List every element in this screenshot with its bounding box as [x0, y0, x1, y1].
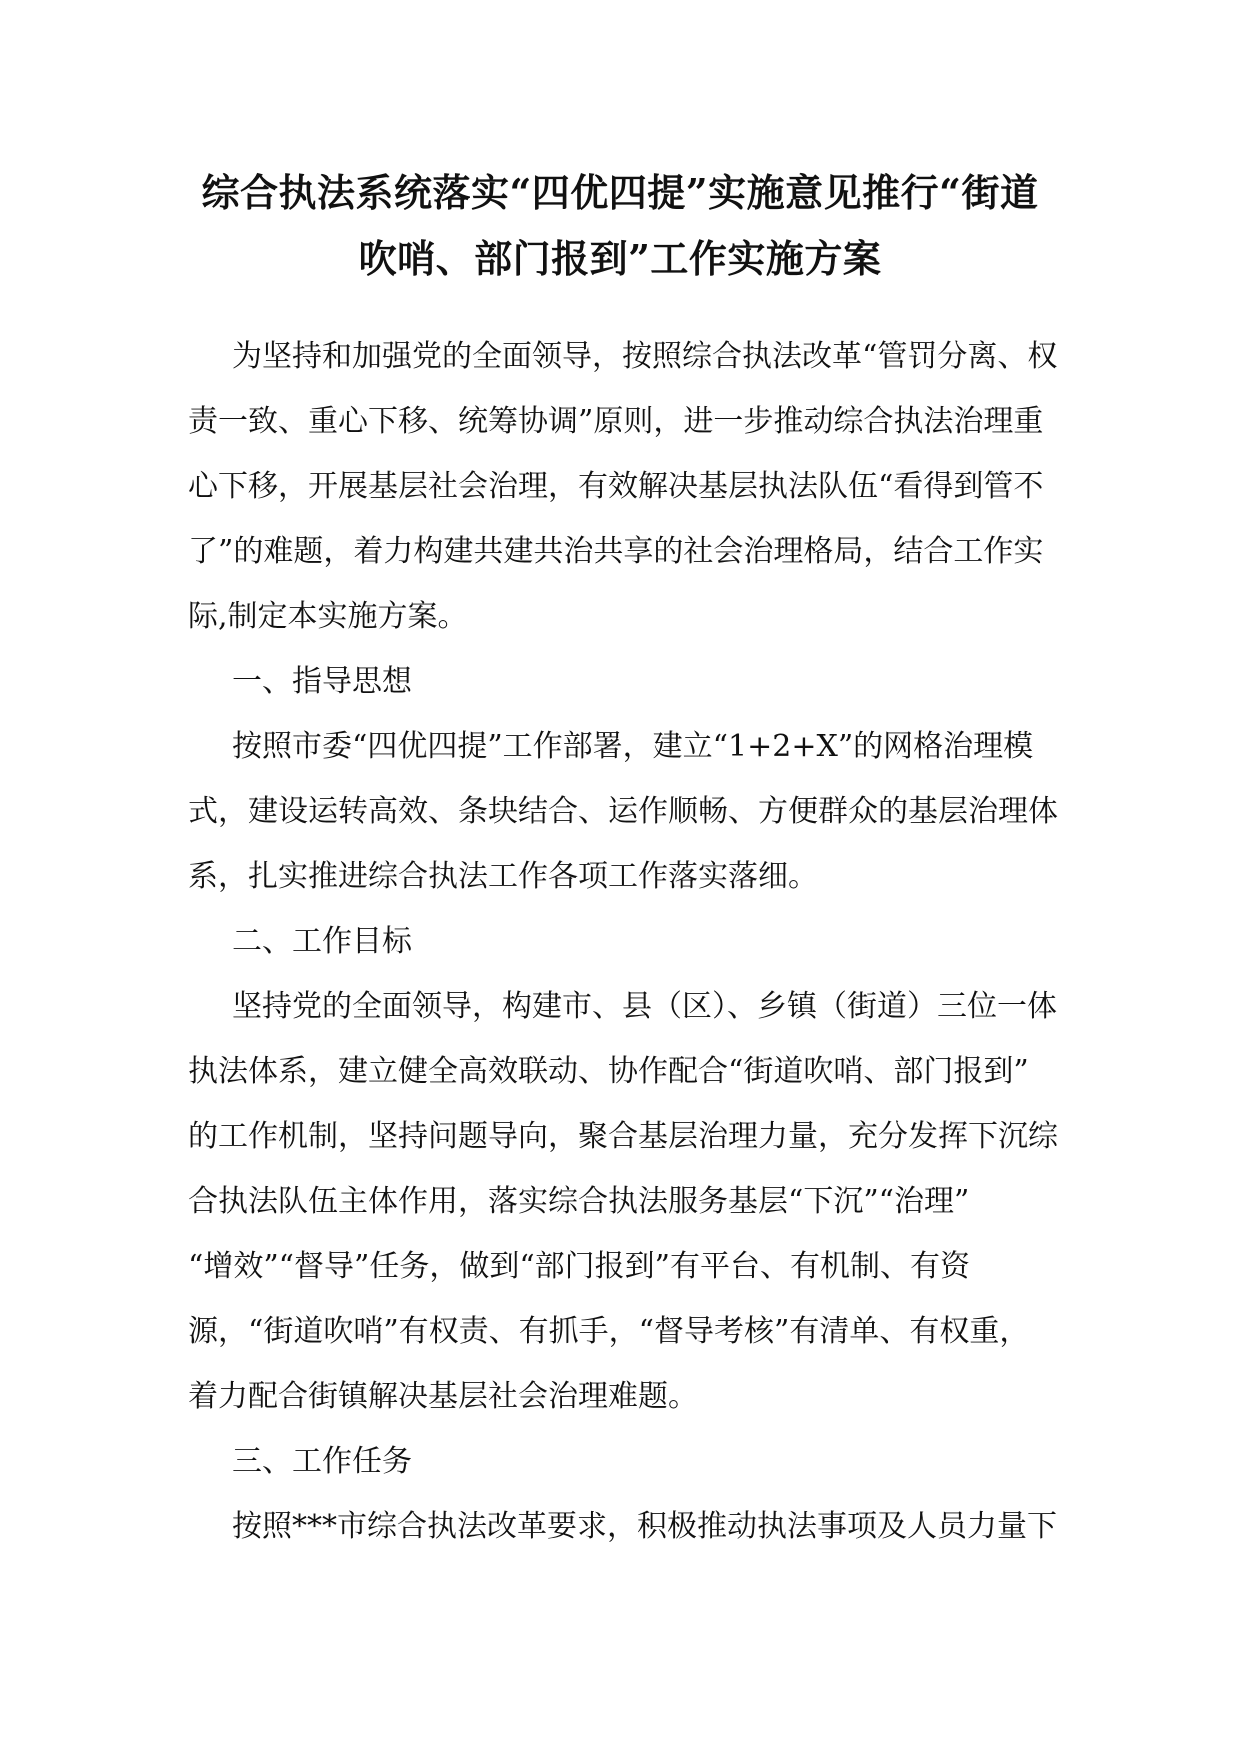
title-line-1: 综合执法系统落实“四优四提”实施意见推行“街道 — [201, 170, 1039, 215]
paragraph-tasks-line-1: 按照***市综合执法改革要求，积极推动执法事项及人员力量下 — [232, 1509, 1057, 1544]
paragraph-intro-line-3: 心下移，开展基层社会治理，有效解决基层执法队伍“看得到管不 — [188, 469, 1044, 504]
section-heading-3: 三、工作任务 — [232, 1444, 412, 1479]
document-body — [188, 324, 1058, 1559]
paragraph-guiding-line-1: 按照市委“四优四提”工作部署，建立“1+2+X”的网格治理模 — [232, 729, 1034, 764]
paragraph-intro-line-4: 了”的难题，着力构建共建共治共享的社会治理格局，结合工作实 — [188, 534, 1044, 569]
paragraph-intro-line-1: 为坚持和加强党的全面领导，按照综合执法改革“管罚分离、权 — [232, 339, 1058, 374]
paragraph-intro-line-2: 责一致、重心下移、统筹协调”原则，进一步推动综合执法治理重 — [188, 404, 1044, 439]
paragraph-goals-line-7: 着力配合街镇解决基层社会治理难题。 — [188, 1379, 698, 1414]
paragraph-guiding-line-2: 式，建设运转高效、条块结合、运作顺畅、方便群众的基层治理体 — [188, 794, 1058, 829]
paragraph-goals-line-3: 的工作机制，坚持问题导向，聚合基层治理力量，充分发挥下沉综 — [188, 1119, 1058, 1154]
paragraph-goals-line-1: 坚持党的全面领导，构建市、县（区）、乡镇（街道）三位一体 — [232, 989, 1057, 1024]
paragraph-guiding-line-3: 系，扎实推进综合执法工作各项工作落实落细。 — [188, 859, 818, 894]
paragraph-goals-line-2: 执法体系，建立健全高效联动、协作配合“街道吹哨、部门报到” — [188, 1054, 1029, 1089]
section-heading-1: 一、指导思想 — [232, 664, 412, 699]
paragraph-goals-line-6: 源，“街道吹哨”有权责、有抓手，“督导考核”有清单、有权重， — [188, 1314, 1030, 1349]
paragraph-intro-line-5: 际,制定本实施方案。 — [188, 599, 468, 634]
title-line-2: 吹哨、部门报到”工作实施方案 — [358, 236, 882, 281]
document-title — [140, 160, 1100, 292]
section-heading-2: 二、工作目标 — [232, 924, 412, 959]
paragraph-goals-line-5: “增效”“督导”任务，做到“部门报到”有平台、有机制、有资 — [188, 1249, 971, 1284]
paragraph-goals-line-4: 合执法队伍主体作用，落实综合执法服务基层“下沉”“治理” — [188, 1184, 970, 1219]
